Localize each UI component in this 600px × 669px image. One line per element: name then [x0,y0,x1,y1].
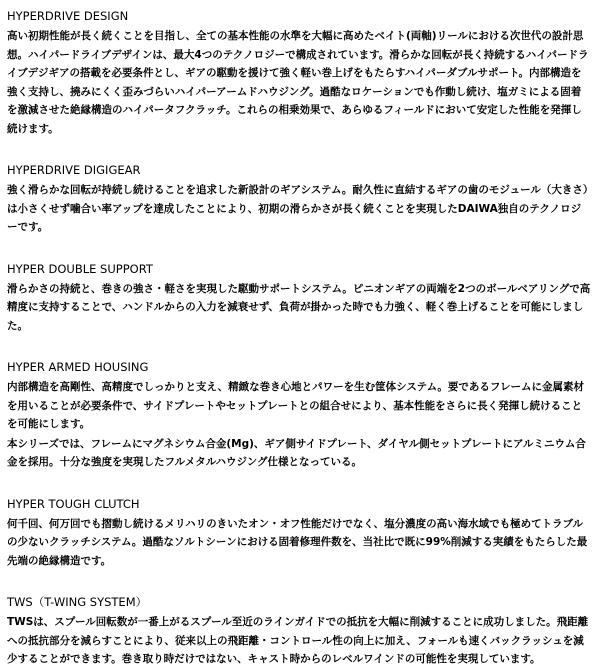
section-hyper-tough-clutch [7,496,591,571]
section-body: TWSは、スプール回転数が一番上がるスプール至近のラインガイドでの抵抗を大幅に削減することに成功しました。飛距離への抵抗部分を減らすことにより、従来以上の飛距離・コントロール性の向上に加え、フォールも速くバックラッシュを減少することができます。巻き取り時だけではない、キャスト時からのレベルワインドの可能性を実現しています。 [7,616,589,665]
section-body: 滑らかさの持続と、巻きの強さ・軽さを実現した駆動サポートシステム。ピニオンギアの両端を2つのボールベアリングで高精度に支持することで、ハンドルからの入力を減衰せず、負荷が掛かった時でも力強く、軽く巻上げることを可能にしました。 [7,282,591,332]
section-title: HYPER ARMED HOUSING [7,360,149,374]
section-hyperdrive-design [7,8,591,138]
section-hyper-double-support [7,261,591,336]
section-title: TWS（T-WING SYSTEM） [7,595,148,609]
section-hyperdrive-digigear [7,162,591,237]
section-body: 何千回、何万回でも摺動し続けるメリハリのきいたオン・オフ性能だけでなく、塩分濃度の高い海水域でも極めてトラブルの少ないクラッチシステム。過酷なソルトシーンにおける固着修理件数を、当社比で既に99%削減する実績をもたらした最先端の絶縁構造です。 [7,517,588,567]
section-body: 高い初期性能が長く続くことを目指し、全ての基本性能の水準を大幅に高めたベイト(両軸)リールにおける次世代の設計思想。ハイパードライブデザインは、最大4つのテクノロジーで構成されています。滑らかな回転が長く持続するハイパードライブデジギアの搭載を必要条件とし、ギアの駆動を援けて強く軽い巻上げをもたらすハイパーダブルサポート。内部構造を強く支持し、撓みにくく歪みづらいハイパーアームドハウジング。過酷なロケーションでも作動し続け、塩ガミによる固着を激減させた絶縁構造のハイパータフクラッチ。これらの相乗効果で、あらゆるフィールドにおいて安定した性能を発揮し続けます。 [7,30,589,135]
section-body-note: 本シリーズでは、フレームにマグネシウム合金(Mg)、ギア側サイドプレート、ダイヤル側セットプレートにアルミニウム合金を採用。十分な強度を実現したフルメタルハウジング仕様となっている。 [7,437,586,468]
section-hyper-armed-housing [7,359,591,472]
section-title: HYPER DOUBLE SUPPORT [7,261,153,276]
section-body: 強く滑らかな回転が持続し続けることを追求した新設計のギアシステム。耐久性に直結するギアの歯のモジュール（大きさ）は小さくせず噛合い率アップを達成したことにより、初期の滑らかさが長く続くことを実現したDAIWA独自のテクノロジーです。 [7,184,589,233]
section-body: 内部構造を高剛性、高精度でしっかりと支え、精緻な巻き心地とパワーを生む筐体システム。要であるフレームに金属素材を用いることが必要条件で、サイドプレートやセットプレートとの組合せにより、基本性能をさらに長く発揮し続けることを可能にします。 [7,381,584,430]
section-title: HYPERDRIVE DIGIGEAR [7,163,141,177]
section-title: HYPER TOUGH CLUTCH [7,496,140,511]
section-tws [7,594,591,669]
section-title: HYPERDRIVE DESIGN [7,9,129,23]
